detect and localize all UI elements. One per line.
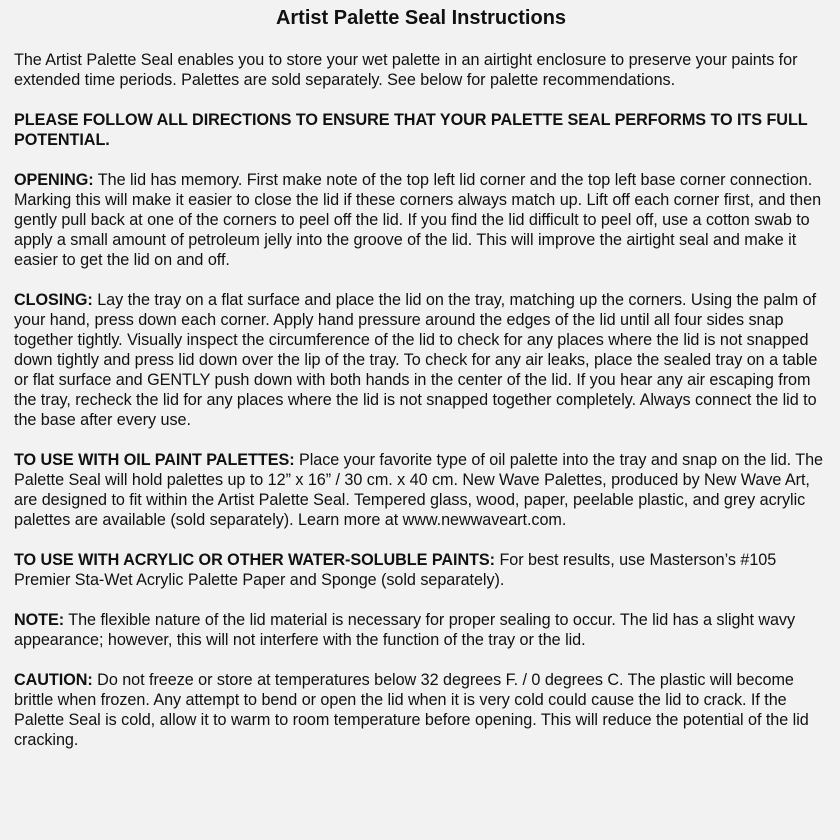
section-acrylic — [14, 550, 828, 590]
section-closing — [14, 290, 828, 430]
intro-paragraph: The Artist Palette Seal enables you to store your wet palette in an airtight enclosure to preserve your paints for extended time periods. Palettes are sold separately. See below for palette recommendations. — [14, 51, 798, 89]
section-heading-opening: OPENING: — [14, 171, 94, 189]
section-heading-note: NOTE: — [14, 611, 65, 629]
section-body-note: The flexible nature of the lid material is necessary for proper sealing to occur. The lid has a slight wavy appearance; however, this will not interfere with the function of the tray or the lid. — [14, 611, 796, 649]
section-note — [14, 610, 828, 650]
section-body-caution: Do not freeze or store at temperatures below 32 degrees F. / 0 degrees C. The plastic will become brittle when frozen. Any attempt to bend or open the lid when it is very cold could cause the lid to crack. If the Palette Seal is cold, allow it to warm to room temperature before opening. This will reduce the potential of the lid cracking. — [14, 671, 809, 749]
section-heading-closing: CLOSING: — [14, 291, 93, 309]
section-body-closing: Lay the tray on a flat surface and place the lid on the tray, matching up the corners. Using the palm of your hand, press down each corner. Apply hand pressure around the edges of the lid until all four sides snap together tightly. Visually inspect the circumference of the lid to check for any places where the lid is not snapped down tightly and press lid down over the lip of the tray. To check for any air leaks, place the sealed tray on a table or flat surface and GENTLY push down with both hands in the center of the lid. If you hear any air escaping from the tray, recheck the lid for any places where the lid is not snapped together completely. Always connect the lid to the base after every use. — [14, 291, 818, 429]
section-heading-oil-paint: TO USE WITH OIL PAINT PALETTES: — [14, 451, 295, 469]
section-body-opening: The lid has memory. First make note of the top left lid corner and the top left base corner connection. Marking this will make it easier to close the lid if these corners always match up. Lift off each corner first, and then gently pull back at one of the corners to peel off the lid. If you find the lid difficult to peel off, use a cotton swab to apply a small amount of petroleum jelly into the groove of the lid. This will improve the airtight seal and make it easier to get the lid on and off. — [14, 171, 822, 269]
instructions-document — [14, 0, 828, 750]
section-heading-acrylic: TO USE WITH ACRYLIC OR OTHER WATER-SOLUBLE PAINTS: — [14, 551, 496, 569]
section-heading-caution: CAUTION: — [14, 671, 93, 689]
warning-text: PLEASE FOLLOW ALL DIRECTIONS TO ENSURE THAT YOUR PALETTE SEAL PERFORMS TO ITS FULL POTENTIAL. — [14, 111, 808, 149]
document-title: Artist Palette Seal Instructions — [275, 7, 567, 29]
section-body-acrylic: For best results, use Masterson’s #105 Premier Sta-Wet Acrylic Palette Paper and Sponge (sold separately). — [14, 551, 777, 589]
section-opening — [14, 170, 828, 270]
section-caution — [14, 670, 828, 750]
section-body-oil-paint: Place your favorite type of oil palette into the tray and snap on the lid. The Palette Seal will hold palettes up to 12” x 16” / 30 cm. x 40 cm. New Wave Palettes, produced by New Wave Art, are designed to fit within the Artist Palette Seal. Tempered glass, wood, paper, peelable plastic, and grey acrylic palettes are available (sold separately). Learn more at www.newwaveart.com. — [14, 451, 824, 529]
section-oil-paint — [14, 450, 828, 530]
warning-paragraph — [14, 110, 828, 150]
